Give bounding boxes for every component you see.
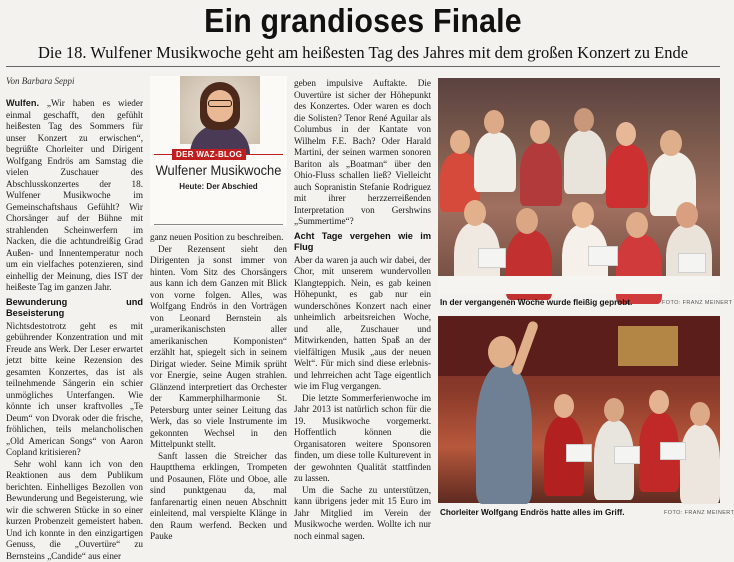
photo-caption-2: Chorleiter Wolfgang Endrös hatte alles im Griff. xyxy=(440,508,625,517)
paragraph: Nichtsdestotrotz geht es mit gebührender Konzentration und mit Freude ans Werk. Der Leser erwartet jetzt bitte keine Rezension des gesamten Konzertes, das ist als teilnehmende Sängerin ein schier unmögliches Unterfangen. Wie könnte ich unser kraftvolles „Te Deum“ von Dvorak oder die frische, fröhlichen, teils melancholischen „Old American Songs“ von Aaron Copland kritisieren? xyxy=(6,321,143,459)
article-column-2 xyxy=(150,232,287,523)
paragraph: Aber da waren ja auch wir dabei, der Chor, mit unserem wundervollen Klangteppich. Nein, es gab keinen Höhepunkt, es gab nur ein wunderschönes Konzert nach einer unheimlich arbeitsreichen Woche, und alle, Zuschauer und Mitwirkenden, hatten Spaß an der vielfältigen Musik „aus der neuen Welt“. Für mich sind diese erlebnis- und lehrreichen acht Tage eigentlich wie im Flug vergangen. xyxy=(294,255,431,393)
paragraph xyxy=(6,98,143,294)
byline: Von Barbara Seppi xyxy=(6,76,75,86)
divider xyxy=(6,66,720,67)
blog-subtitle-text: Der Abschied xyxy=(206,182,257,191)
paragraph: Sanft lassen die Streicher das Hauptthema erklingen, Trompeten und Posaunen, Flöte und Oboe, alle sind punktgenau da, mal fanfarenartig einen neuen Abschnitt einleitend, mal verspielte Klänge in den Raum werfend. Becken und Pauke xyxy=(150,451,287,543)
blog-subtitle xyxy=(150,182,287,191)
paragraph: geben impulsive Auftakte. Die Ouvertüre ist sicher der Höhepunkt des Konzertes. Oder waren es doch die Solisten? Tenor René Aguilar als Columbus in der Kantate von Wilhelm F.E. Bach? Oder Harald Martini, der seinen warmen sonoren Bariton als „Boatman“ über den Ohio-Fluss schallen ließ? Vielleicht auch Sopranistin Stefanie Rodriguez mit ihrer herzzerreißenden Interpretation von Gershwins „Summertime“? xyxy=(294,78,431,228)
section-heading: Bewunderung und Beseisterung xyxy=(6,297,143,320)
article-column-1 xyxy=(6,98,143,523)
paragraph: ganz neuen Position zu beschreiben. xyxy=(150,232,287,244)
paragraph: Der Rezensent sieht den Dirigenten ja sonst immer von hinten. Vom Sitz des Chorsängers aus kann ich dem Ganzen mit Blick von vorne folgen. Alles, was Wolfgang Endrös in den Vorträgen von Leonard Bernstein als „uramerikanischsten aller amerikanischen Komponisten“ erzählt hat, spiegelt sich in seinem Dirigat wieder. Seine Mimik sprüht vor Energie, seine Augen strahlen. Glänzend interpretiert das Orchester der Kammerphilharmonie St. Petersburg unter seiner Leitung das Werk, das so viele Instrumente im gekonnten Wechsel in den Mittelpunkt stellt. xyxy=(150,244,287,451)
dateline: Wulfen. xyxy=(6,98,39,108)
section-heading: Acht Tage vergehen wie im Flug xyxy=(294,231,431,254)
blog-box xyxy=(150,76,287,226)
photo-caption-1: In der vergangenen Woche wurde fleißig geprobt. xyxy=(440,298,632,307)
headline: Ein grandioses Finale xyxy=(29,2,697,40)
choir-rehearsal-photo xyxy=(438,78,720,294)
paragraph-text: „Wir haben es wieder einmal geschafft, den gefühlt heißesten Tag des Sommers für unser Konzert zu erwischen“, begrüßte Chorleiter und Dirigent Wolfgang Endrös am Samstag die vielen Zuschauer des Abschlusskonzertes der 18. Wulfener Musikwoche im Gemeinschaftshaus Gefühlt? Wir Chorsänger auf der Bühne mit strahlenden Scheinwerfern im Nacken, die die achtundreißig Grad Außen- und Innentemperatur noch um ein vielfaches potenzieren, sind einhellig der Meinung, dies IST der heißeste Tag im ganzen Jahr. xyxy=(6,98,143,292)
blog-title: Wulfener Musikwoche xyxy=(155,162,281,178)
paragraph: Um die Sache zu unterstützen, kann übrigens jeder mit 15 Euro im Jahr Mitglied im Verein der Musikwoche werden. Wollte ich nur noch einmal sagen. xyxy=(294,485,431,543)
blog-bottom-rule xyxy=(154,224,283,225)
author-portrait xyxy=(180,76,260,144)
photo-credit-2: FOTO: FRANZ MEINERT xyxy=(664,510,734,516)
conductor-photo xyxy=(438,316,720,503)
photo-credit-1: FOTO: FRANZ MEINERT xyxy=(662,300,732,306)
article-column-3 xyxy=(294,78,431,523)
paragraph: Die letzte Sommerferienwoche im Jahr 2013 ist natürlich schon für die 19. Musikwoche vorgemerkt. Hoffentlich können die Organisatoren weitere Sponsoren finden, um diese tolle Kulturevent in der gewohnten Qualität stattfinden zu lassen. xyxy=(294,393,431,485)
subheadline: Die 18. Wulfener Musikwoche geht am heißesten Tag des Jahres mit dem großen Konzert zu Ende xyxy=(0,43,726,63)
blog-tag: DER WAZ-BLOG xyxy=(172,149,246,160)
paragraph: Sehr wohl kann ich von den Reaktionen aus dem Publikum berichten. Einhelliges Bezollen von Bewunderung und Begeisterung, wie wir die schweren Stücke in so einer kurzen Probenzeit gemeistert haben. Und ich konnte in den einzigartigen Genuss, die „Ouvertüre“ zu Bernsteins „Candide“ aus einer xyxy=(6,459,143,562)
blog-subtitle-label: Heute: xyxy=(179,182,204,191)
